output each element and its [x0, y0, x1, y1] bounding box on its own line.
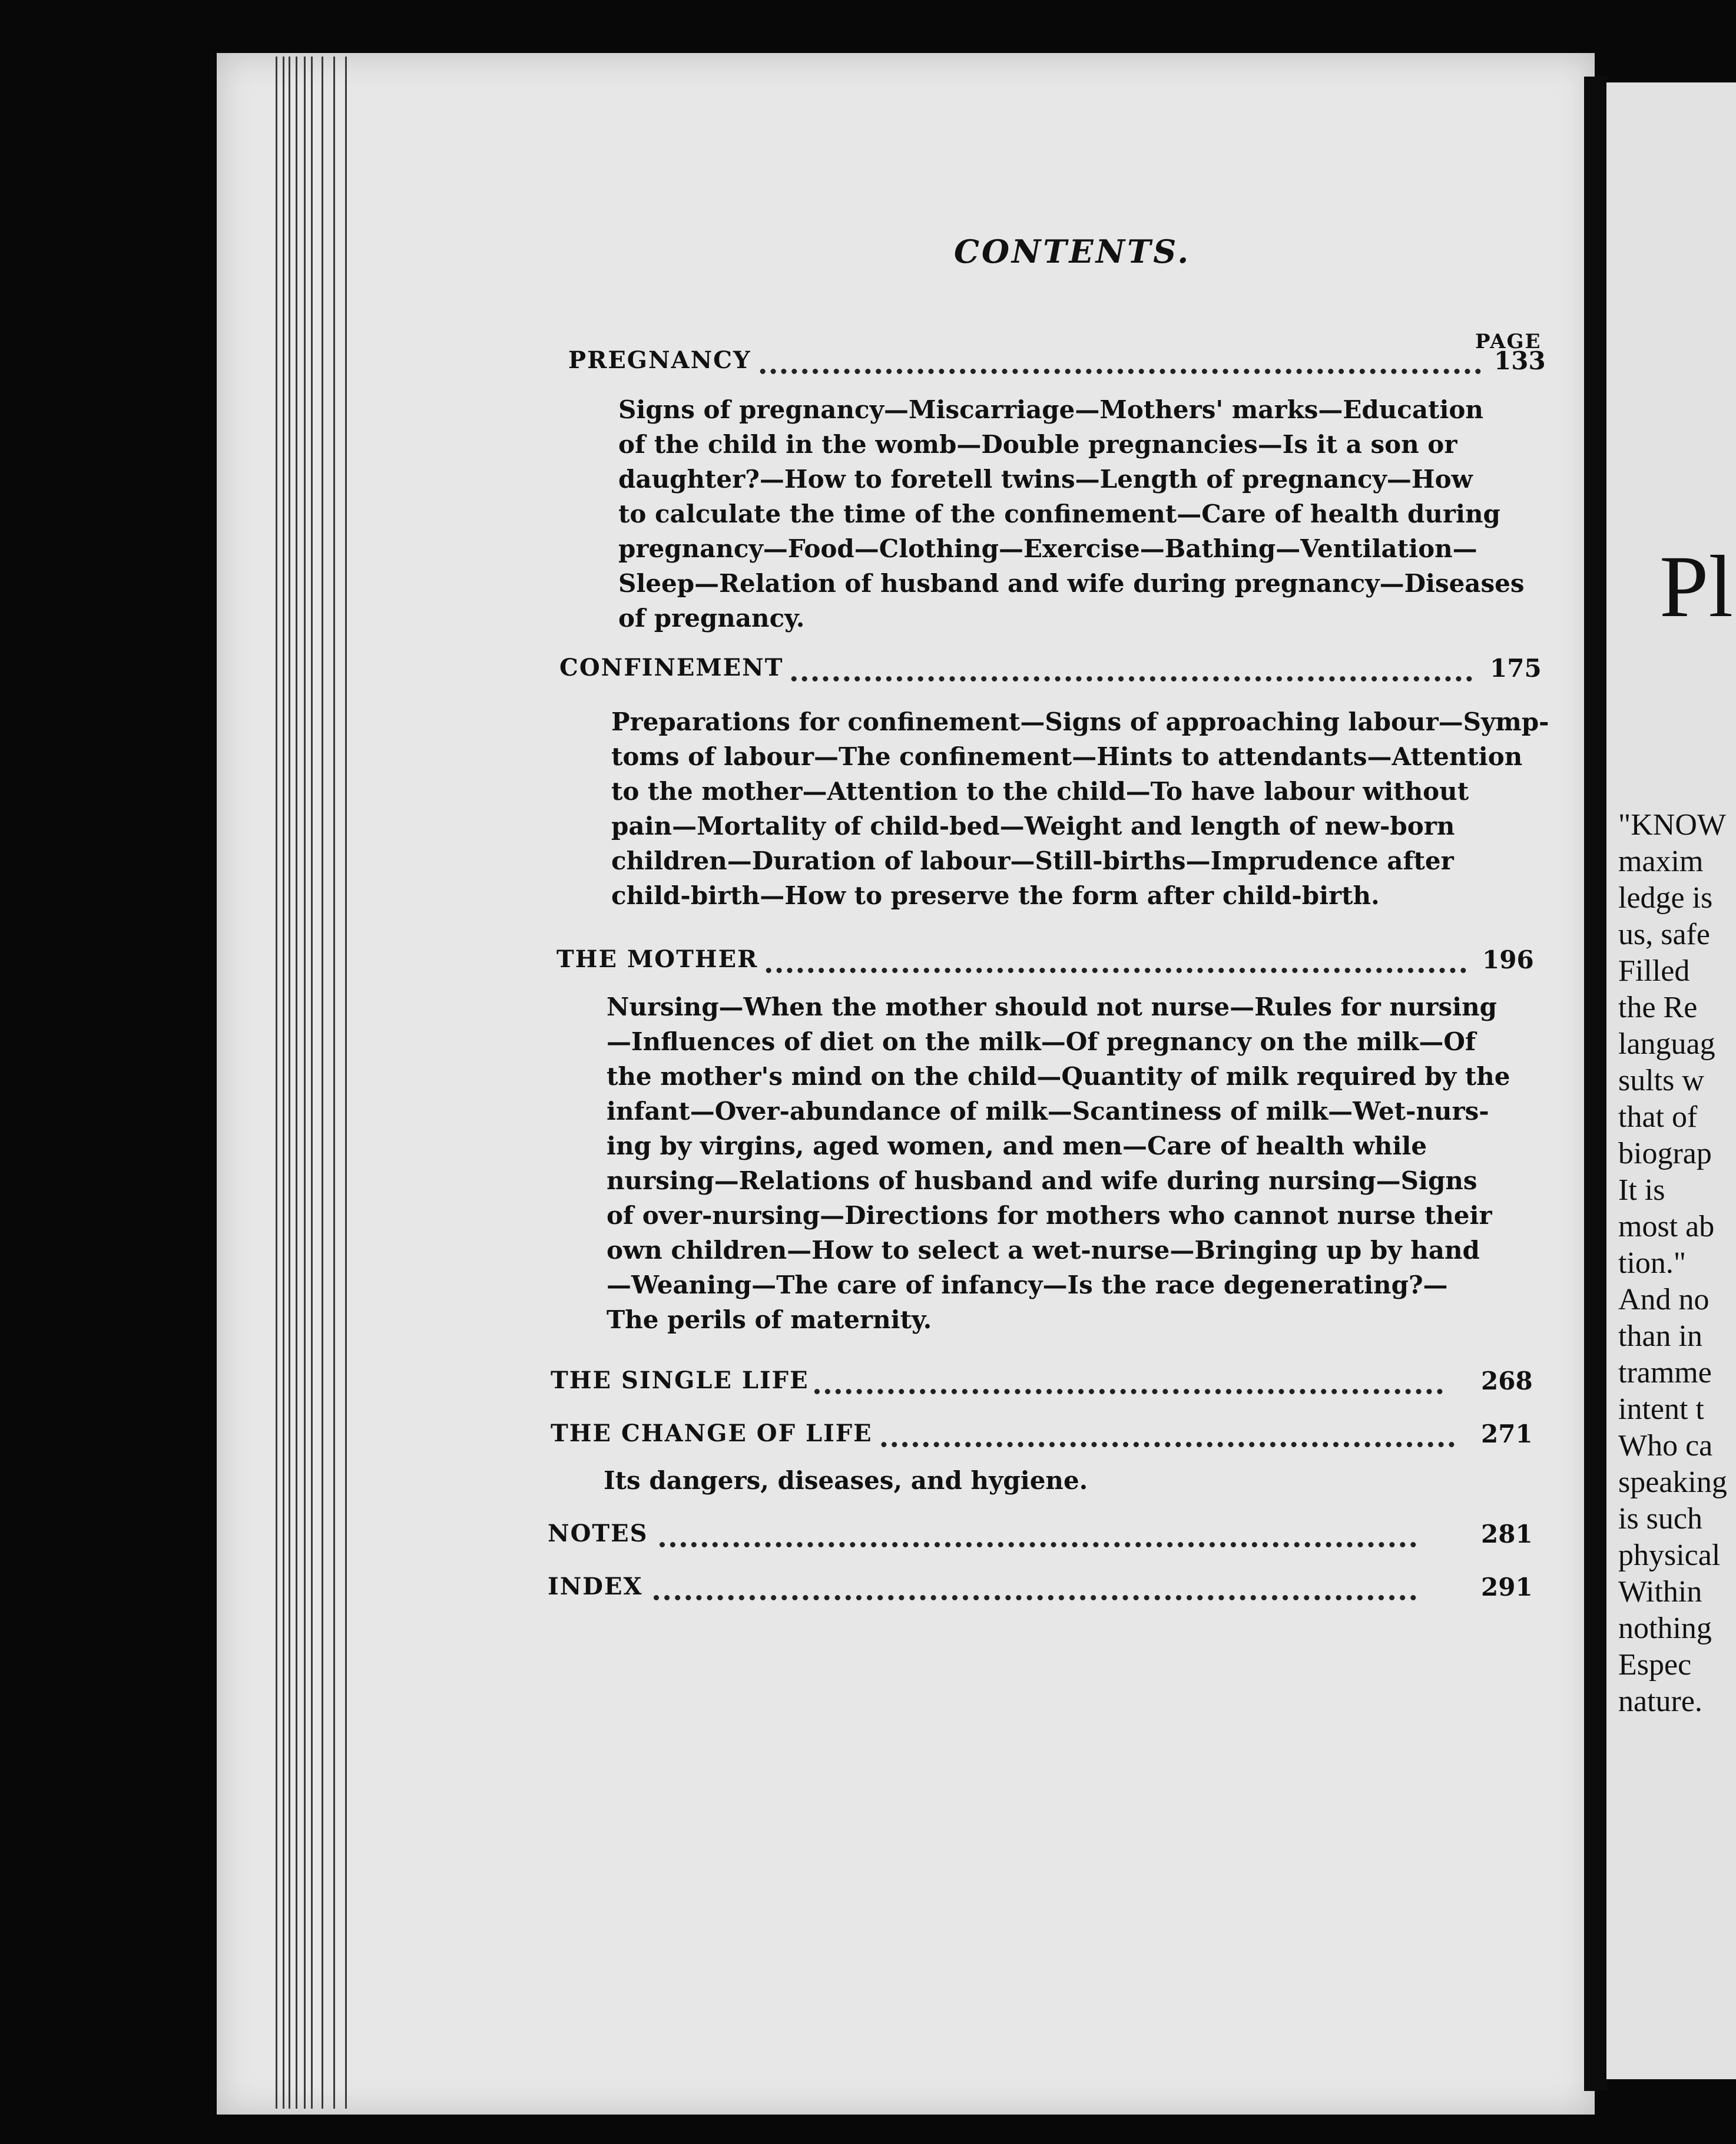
description-line: to calculate the time of the confinement—Care of health during [618, 499, 1500, 528]
toc-description-the-change-of-life [604, 1463, 1452, 1498]
description-line: Signs of pregnancy—Miscarriage—Mothers' marks—Education [618, 395, 1483, 424]
facing-page-line: biograp [1618, 1137, 1712, 1170]
toc-entry-the-mother [556, 945, 1537, 987]
facing-page-line: Espec [1618, 1648, 1692, 1682]
toc-entry-label: THE SINGLE LIFE [551, 1367, 814, 1394]
facing-page-line: Who ca [1618, 1429, 1713, 1463]
toc-entry-label: PREGNANCY [568, 346, 756, 374]
toc-entry-label: CONFINEMENT [559, 654, 789, 681]
book-gutter [1584, 77, 1608, 2091]
toc-entry-label: THE MOTHER [556, 945, 763, 973]
leader-dots [839, 1435, 1455, 1447]
description-line: pain—Mortality of child-bed—Weight and length of new-born [611, 812, 1455, 841]
facing-page-line: maxim [1618, 845, 1704, 878]
toc-entry-the-change-of-life [551, 1420, 1531, 1461]
description-line: —Influences of diet on the milk—Of pregnancy on the milk—Of [607, 1027, 1476, 1056]
toc-entry-the-single-life [551, 1367, 1531, 1408]
facing-page-line: nothing [1618, 1612, 1712, 1645]
facing-page-line: "KNOW [1618, 808, 1726, 842]
facing-page-line: tramme [1618, 1356, 1712, 1389]
description-line: Its dangers, diseases, and hygiene. [604, 1466, 1088, 1495]
description-line: toms of labour—The confinement—Hints to attendants—Attention [611, 742, 1523, 771]
facing-page-heading: Pl [1659, 538, 1734, 636]
toc-entry-label: INDEX [548, 1573, 647, 1600]
page-edges [276, 57, 382, 2109]
toc-entry-index [548, 1573, 1533, 1614]
facing-page-line: most ab [1618, 1210, 1715, 1243]
toc-description-confinement [611, 704, 1549, 913]
description-line: to the mother—Attention to the child—To have labour without [611, 777, 1469, 806]
facing-page-line: nature. [1618, 1685, 1702, 1718]
page-column-header: PAGE [1475, 330, 1542, 353]
description-line: children—Duration of labour—Still-births—Imprudence after [611, 846, 1454, 875]
description-line: Sleep—Relation of husband and wife during pregnancy—Diseases [618, 569, 1525, 598]
toc-entry-page: 291 [1481, 1573, 1533, 1602]
facing-page-line: speaking [1618, 1465, 1727, 1499]
facing-page-line: And no [1618, 1283, 1710, 1316]
facing-page-line: ledge is [1618, 881, 1713, 915]
leader-dots [654, 1588, 1416, 1600]
leader-dots [739, 362, 1481, 374]
description-line: the mother's mind on the child—Quantity of milk required by the [607, 1062, 1510, 1091]
toc-entry-page: 271 [1481, 1420, 1533, 1448]
facing-page-line: sults w [1618, 1064, 1704, 1097]
leader-dots [660, 1535, 1416, 1547]
toc-entry-page: 133 [1494, 346, 1546, 375]
facing-page-line: is such [1618, 1502, 1702, 1536]
facing-page-line: us, safe [1618, 918, 1710, 951]
facing-page-line: the Re [1618, 991, 1698, 1024]
description-line: Preparations for confinement—Signs of approaching labour—Symp- [611, 707, 1549, 736]
description-line: The perils of maternity. [607, 1305, 932, 1334]
description-line: own children—How to select a wet-nurse—Bringing up by hand [607, 1236, 1480, 1265]
leader-dots [804, 1382, 1443, 1394]
toc-entry-page: 196 [1482, 945, 1534, 974]
page-title: CONTENTS. [954, 233, 1191, 270]
facing-page-line: tion." [1618, 1246, 1687, 1280]
description-line: —Weaning—The care of infancy—Is the race degenerating?— [607, 1270, 1448, 1299]
toc-description-the-mother [607, 990, 1510, 1337]
description-line: ing by virgins, aged women, and men—Care of health while [607, 1131, 1427, 1160]
description-line: pregnancy—Food—Clothing—Exercise—Bathing—Ventilation— [618, 534, 1477, 563]
leader-dots [745, 961, 1466, 973]
facing-page [1606, 82, 1736, 2079]
toc-entry-pregnancy [568, 346, 1546, 388]
leader-dots [760, 669, 1472, 681]
description-line: child-birth—How to preserve the form after child-birth. [611, 881, 1380, 910]
facing-page-line: It is [1618, 1173, 1665, 1207]
facing-page-line: that of [1618, 1100, 1698, 1134]
description-line: infant—Over-abundance of milk—Scantiness of milk—Wet-nurs- [607, 1097, 1489, 1126]
description-line: daughter?—How to foretell twins—Length of pregnancy—How [618, 465, 1473, 494]
facing-page-line: intent t [1618, 1392, 1704, 1426]
toc-entry-page: 268 [1481, 1367, 1533, 1395]
toc-entry-notes [548, 1520, 1533, 1561]
description-line: of pregnancy. [618, 604, 805, 633]
toc-entry-page: 281 [1481, 1520, 1533, 1549]
facing-page-line: languag [1618, 1027, 1715, 1061]
description-line: Nursing—When the mother should not nurse—Rules for nursing [607, 992, 1498, 1021]
description-line: of over-nursing—Directions for mothers who cannot nurse their [607, 1201, 1492, 1230]
description-line: of the child in the womb—Double pregnancies—Is it a son or [618, 430, 1457, 459]
toc-description-pregnancy [618, 392, 1525, 636]
toc-entry-label: NOTES [548, 1520, 653, 1547]
toc-entry-confinement [559, 654, 1540, 695]
description-line: nursing—Relations of husband and wife during nursing—Signs [607, 1166, 1477, 1195]
facing-page-line: Filled [1618, 954, 1690, 988]
toc-entry-label: THE CHANGE OF LIFE [551, 1420, 877, 1447]
facing-page-line: Within [1618, 1575, 1702, 1609]
facing-page-line: physical [1618, 1538, 1721, 1572]
facing-page-line: than in [1618, 1319, 1702, 1353]
toc-entry-page: 175 [1490, 654, 1542, 683]
